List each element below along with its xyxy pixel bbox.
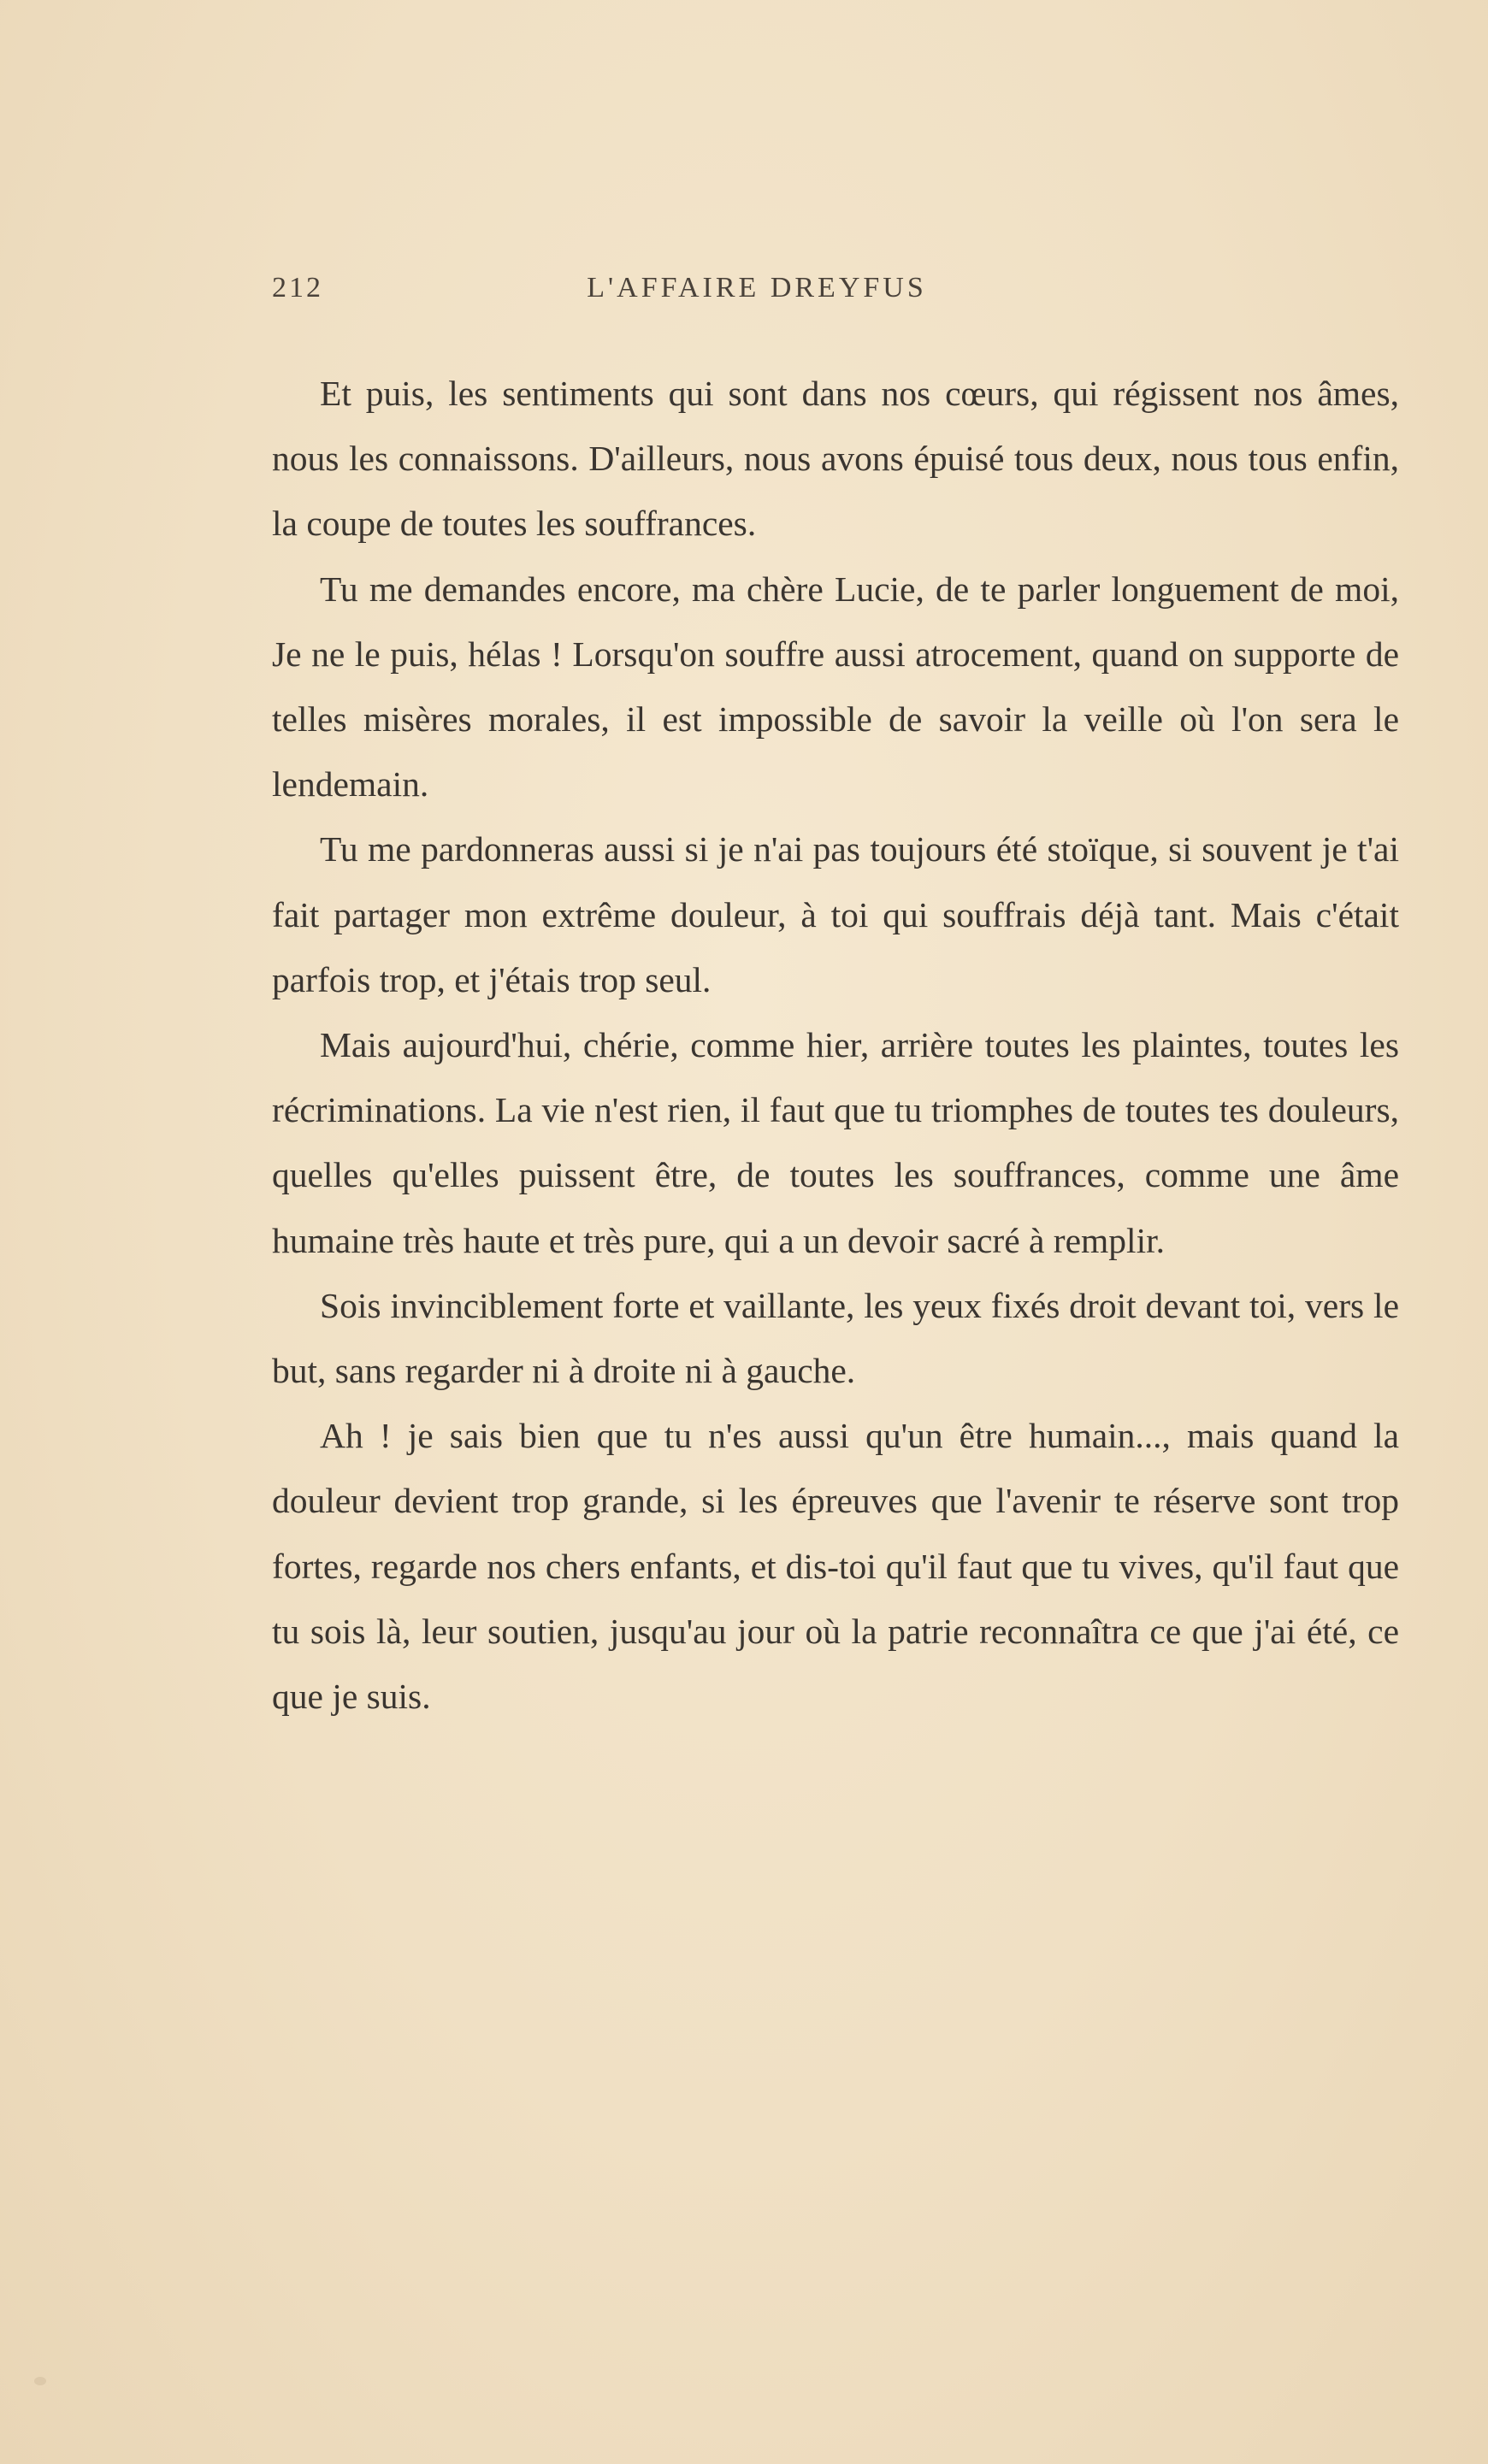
paragraph-4: Mais aujourd'hui, chérie, comme hier, arrière toutes les plaintes, toutes les récriminations. La vie n'est rien, il faut que tu triomphes de toutes tes douleurs, quelles qu'elles puissent être, de toutes les souffrances, comme une âme humaine très haute et très pure, qui a un devoir sacré à remplir. <box>272 1025 1399 1260</box>
paragraph-5: Sois invinciblement forte et vaillante, les yeux fixés droit devant toi, vers le but, sans regarder ni à droite ni à gauche. <box>272 1285 1399 1391</box>
paragraph-3: Tu me pardonneras aussi si je n'ai pas toujours été stoïque, si souvent je t'ai fait partager mon extrême douleur, à toi qui souffrais déjà tant. Mais c'était parfois trop, et j'étais trop seul. <box>272 829 1399 999</box>
paragraph-6: Ah ! je sais bien que tu n'es aussi qu'un être humain..., mais quand la douleur devient trop grande, si les épreuves que l'avenir te réserve sont trop fortes, regarde nos chers enfants, et dis-toi qu'il faut que tu vives, qu'il faut que tu sois là, leur soutien, jusqu'au jour où la patrie reconnaîtra ce que j'ai été, ce que je suis. <box>272 1416 1399 1717</box>
page-header <box>272 272 1242 309</box>
page-number: 212 <box>272 272 323 304</box>
paragraph-2: Tu me demandes encore, ma chère Lucie, de te parler longuement de moi, Je ne le puis, hélas ! Lorsqu'on souffre aussi atrocement, quand on supporte de telles misères morales, il est impossible de savoir la veille où l'on sera le lendemain. <box>272 569 1399 805</box>
paper-blemish <box>34 2377 46 2385</box>
body-text <box>272 361 1399 1729</box>
paragraph-1: Et puis, les sentiments qui sont dans nos cœurs, qui régissent nos âmes, nous les connaissons. D'ailleurs, nous avons épuisé tous deux, nous tous enfin, la coupe de toutes les souffrances. <box>272 374 1399 544</box>
running-title: L'AFFAIRE DREYFUS <box>587 272 927 304</box>
